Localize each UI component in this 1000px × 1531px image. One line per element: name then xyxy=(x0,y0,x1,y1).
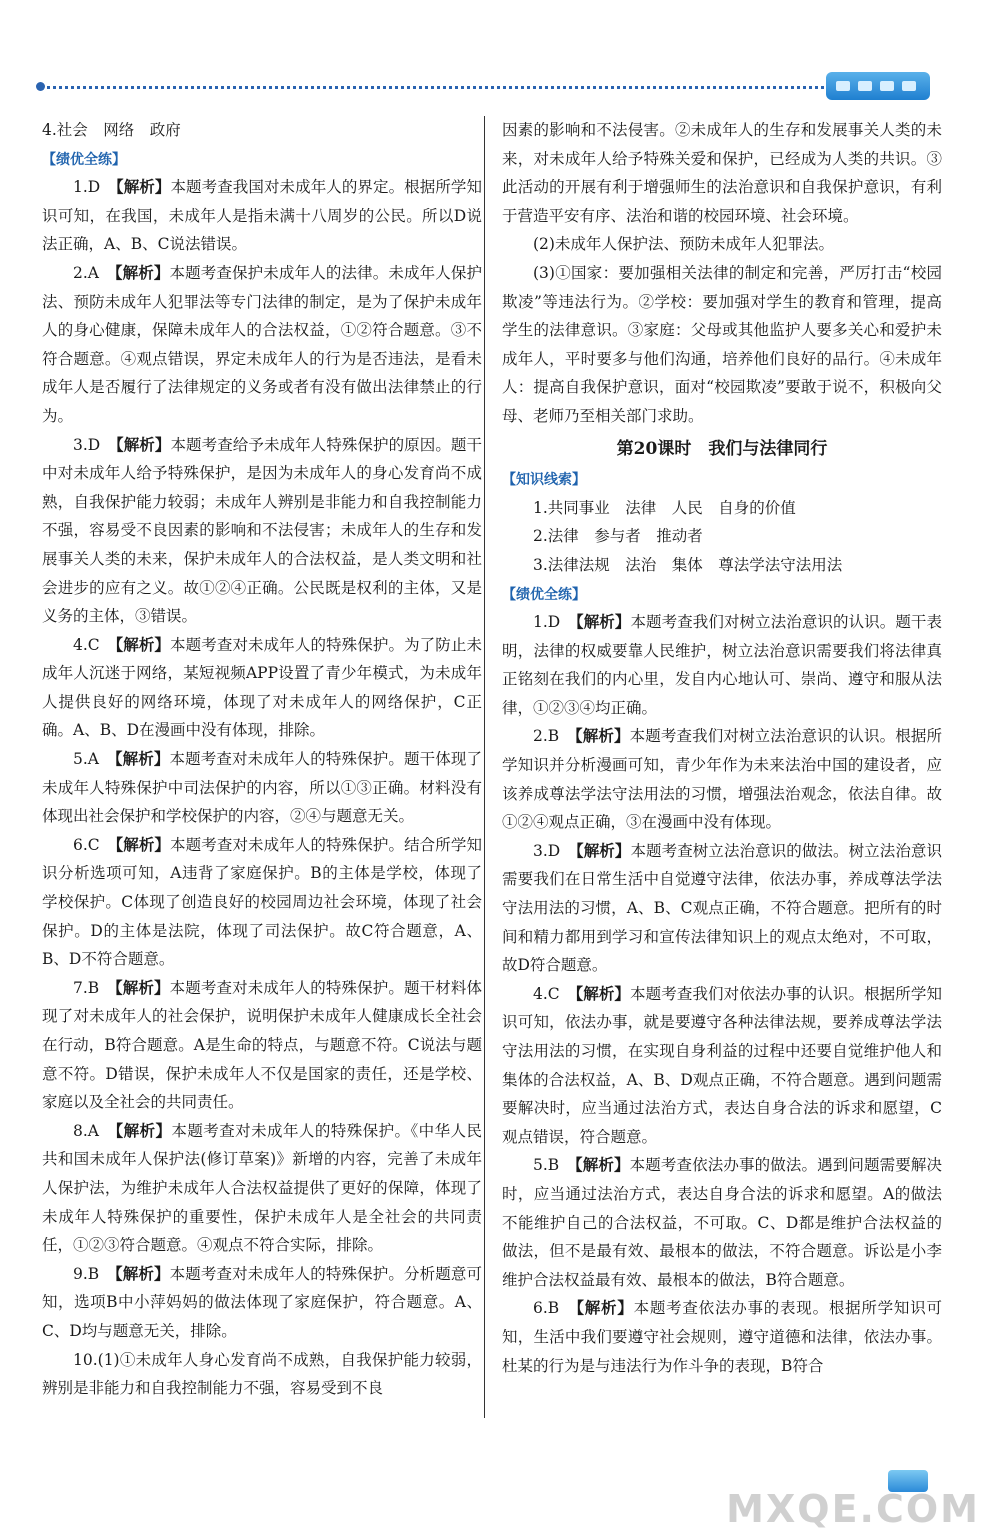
lesson-title: 第20课时 我们与法律同行 xyxy=(616,438,828,459)
left-column xyxy=(42,116,482,1403)
body-paragraph: 2.法律 参与者 推动者 xyxy=(533,527,703,546)
answer-key: 6.B xyxy=(533,1299,577,1318)
answer-item xyxy=(502,608,942,722)
answer-key: 2.B xyxy=(533,727,575,746)
analysis-tag: 【解析】 xyxy=(575,840,631,860)
answer-item xyxy=(42,831,482,974)
answer-item xyxy=(502,722,942,836)
analysis-text: 本题考查我们对树立法治意识的认识。根据所学知识并分析漫画可知，青少年作为未来法治中国的建设者，应该养成尊法学法守法用法的习惯，增强法治观念，依法自律。故①②④观点正确，③在漫画中没有体现。 xyxy=(502,727,942,832)
answer-item xyxy=(42,259,482,431)
header-tab-decoration xyxy=(826,72,930,100)
analysis-tag: 【解析】 xyxy=(115,1120,172,1140)
analysis-tag: 【解析】 xyxy=(115,177,171,197)
answer-key: 3.D xyxy=(533,841,576,860)
analysis-text: 本题考查对未成年人的特殊保护。《中华人民共和国未成年人保护法(修订草案)》新增的内容，完善了未成年人保护法，为维护未成年人合法权益提供了更好的保障，体现了未成年人特殊保护的重要性，保护未成年人是全社会的共同责任，①②③符合题意。④观点不符合实际，排除。 xyxy=(42,1121,482,1255)
analysis-text: 本题考查对未成年人的特殊保护。题干材料体现了对未成年人的社会保护，说明保护未成年人健康成长全社会在行动，B符合题意。A是生命的特点，与题意不符。C说法与题意不符。D错误，保护未成年人不仅是国家的责任，还是学校、家庭以及全社会的共同责任。 xyxy=(42,978,482,1112)
analysis-text: 本题考查对未成年人的特殊保护。分析题意可知，选项B中小萍妈妈的做法体现了家庭保护，符合题意。A、C、D均与题意无关，排除。 xyxy=(42,1264,482,1340)
body-paragraph: 1.共同事业 法律 人民 自身的价值 xyxy=(533,498,796,517)
analysis-tag: 【解析】 xyxy=(114,749,170,769)
section-tag-label: 【绩优全练】 xyxy=(502,586,586,603)
analysis-tag: 【解析】 xyxy=(574,726,630,746)
answer-key: 7.B xyxy=(73,978,115,997)
answer-item xyxy=(502,980,942,1152)
answer-key: 5.A xyxy=(73,750,115,769)
body-paragraph: (2)未成年人保护法、预防未成年人犯罪法。 xyxy=(533,235,834,254)
section-tag-label: 【知识线索】 xyxy=(502,472,586,489)
answer-key: 8.A xyxy=(73,1121,116,1140)
section-tag-label: 【绩优全练】 xyxy=(42,151,126,168)
answer-item xyxy=(42,745,482,831)
answer-key: 9.B xyxy=(73,1264,115,1283)
section-tag xyxy=(502,580,942,609)
answer-item xyxy=(42,974,482,1117)
section-tag xyxy=(502,465,942,494)
header-dotted-rule xyxy=(40,86,830,89)
answer-key: 2.A xyxy=(73,263,115,282)
analysis-tag: 【解析】 xyxy=(575,983,631,1003)
body-paragraph: 4.社会 网络 政府 xyxy=(42,121,181,139)
analysis-tag: 【解析】 xyxy=(115,634,171,654)
right-column xyxy=(502,116,942,1380)
analysis-text: 本题考查依法办事的做法。遇到问题需要解决时，应当通过法治方式，表达自身合法的诉求和愿望。A的做法不能维护自己的合法权益，不可取。C、D都是维护合法权益的做法，但不是最有效、最根本的做法，不符合题意。诉讼是小李维护合法权益最有效、最根本的做法，B符合题意。 xyxy=(502,1156,942,1289)
analysis-text: 本题考查我国对未成年人的界定。根据所学知识可知，在我国，未成年人是指未满十八周岁的公民。所以D说法正确，A、B、C说法错误。 xyxy=(42,178,482,254)
section-tag xyxy=(42,145,482,174)
analysis-text: 本题考查对未成年人的特殊保护。结合所学知识分析选项可知，A违背了家庭保护。B的主体是学校，体现了学校保护。C体现了创造良好的校园周边社会环境，体现了社会保护。D的主体是法院，体现了司法保护。故C符合题意，A、B、D不符合题意。 xyxy=(42,835,482,969)
answer-item xyxy=(502,1294,942,1380)
analysis-tag: 【解析】 xyxy=(115,834,171,854)
analysis-tag: 【解析】 xyxy=(114,262,170,282)
analysis-text: 本题考查树立法治意识的做法。树立法治意识需要我们在日常生活中自觉遵守法律，依法办事，养成尊法学法守法用法的习惯，A、B、C观点正确，不符合题意。把所有的时间和精力都用到学习和宣传法律知识上的观点太绝对，不可取，故D符合题意。 xyxy=(502,841,942,975)
analysis-tag: 【解析】 xyxy=(114,1263,170,1283)
analysis-text: 本题考查给予未成年人特殊保护的原因。题干中对未成年人给予特殊保护，是因为未成年人的身心发育尚不成熟，自我保护能力较弱；未成年人辨别是非能力和自我控制能力不强，容易受不良因素的影响和不法侵害；未成年人的生存和发展事关人类的未来，保护未成年人的合法权益，是人类文明和社会进步的应有之义。故①②④正确。公民既是权利的主体，又是义务的主体，③错误。 xyxy=(42,435,482,626)
analysis-text: 本题考查我们对依法办事的认识。根据所学知识可知，依法办事，就是要遵守各种法律法规，要养成尊法学法守法用法的习惯，在实现自身利益的过程中还要自觉维护他人和集体的合法权益，A、B、D观点正确，不符合题意。遇到问题需要解决时，应当通过法治方式，表达自身合法的诉求和愿望，C观点错误，符合题意。 xyxy=(502,984,942,1146)
answer-key: 6.C xyxy=(73,835,116,854)
body-paragraph: 因素的影响和不法侵害。②未成年人的生存和发展事关人类的未来，对未成年人给予特殊关爱和保护，已经成为人类的共识。③此活动的开展有利于增强师生的法治意识和自我保护意识，有利于营造平安有序、法治和谐的校园环境、社会环境。 xyxy=(502,121,942,225)
answer-key: 1.D xyxy=(73,178,116,197)
answer-item xyxy=(42,173,482,259)
column-divider xyxy=(484,116,485,1418)
analysis-tag: 【解析】 xyxy=(574,1155,630,1175)
answer-item xyxy=(502,1151,942,1294)
answer-item xyxy=(42,1117,482,1260)
analysis-text: 本题考查我们对树立法治意识的认识。题干表明，法律的权威要靠人民维护，树立法治意识需要我们将法律真正铭刻在我们的内心里，发自内心地认可、崇尚、遵守和服从法律，①②③④均正确。 xyxy=(502,613,942,717)
body-paragraph: 3.法律法规 法治 集体 尊法学法守法用法 xyxy=(533,555,843,574)
analysis-tag: 【解析】 xyxy=(576,1298,634,1318)
analysis-text: 本题考查对未成年人的特殊保护。题干体现了未成年人特殊保护中司法保护的内容，所以①③正确。材料没有体现出社会保护和学校保护的内容，②④与题意无关。 xyxy=(42,750,482,826)
answer-key: 3.D xyxy=(73,435,116,454)
analysis-tag: 【解析】 xyxy=(114,977,170,997)
analysis-tag: 【解析】 xyxy=(115,434,171,454)
answer-key: 4.C xyxy=(533,984,576,1003)
answer-key: 1.D xyxy=(533,613,576,632)
answer-key: 5.B xyxy=(533,1156,575,1175)
analysis-text: 本题考查对未成年人的特殊保护。为了防止未成年人沉迷于网络，某短视频APP设置了青少年模式，为未成年人提供良好的网络环境，体现了对未成年人的网络保护，C正确。A、B、D在漫画中没有体现，排除。 xyxy=(42,635,482,740)
watermark: MXQE.COM xyxy=(726,1487,980,1531)
analysis-text: 本题考查保护未成年人的法律。未成年人保护法、预防未成年人犯罪法等专门法律的制定，是为了保护未成年人的身心健康，保障未成年人的合法权益，①②符合题意。③不符合题意。④观点错误，界定未成年人的行为是否违法，是看未成年人是否履行了法律规定的义务或者有没有做出法律禁止的行为。 xyxy=(42,263,482,425)
answer-item xyxy=(42,631,482,745)
body-paragraph: (3)①国家：要加强相关法律的制定和完善，严厉打击“校园欺凌”等违法行为。②学校：要加强对学生的教育和管理，提高学生的法律意识。③家庭：父母或其他监护人要多关心和爱护未成年人，平时要多与他们沟通，培养他们良好的品行。④未成年人：提高自我保护意识，面对“校园欺凌”要敢于说不，积极向父母、老师乃至相关部门求助。 xyxy=(502,263,942,425)
answer-item xyxy=(42,431,482,631)
answer-key: 4.C xyxy=(73,635,116,654)
analysis-text: 本题考查依法办事的表现。根据所学知识可知，生活中我们要遵守社会规则，遵守道德和法律，依法办事。杜某的行为是与违法行为作斗争的表现，B符合 xyxy=(502,1299,942,1375)
analysis-tag: 【解析】 xyxy=(575,612,631,632)
answer-item xyxy=(502,837,942,980)
body-paragraph: 10.(1)①未成年人身心发育尚不成熟，自我保护能力较弱，辨别是非能力和自我控制能力不强，容易受到不良 xyxy=(42,1350,482,1398)
answer-item xyxy=(42,1260,482,1346)
